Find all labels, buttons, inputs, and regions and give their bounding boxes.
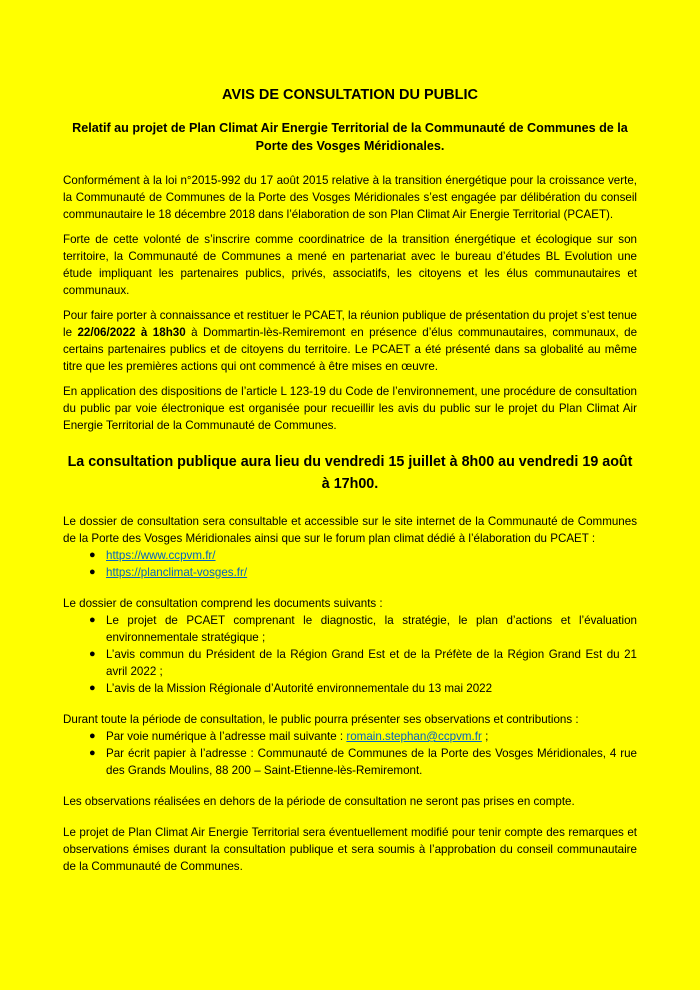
meeting-date: 22/06/2022 à 18h30 bbox=[77, 326, 186, 339]
postal-address-text: Par écrit papier à l’adresse : Communauté de Communes de la Porte des Vosges Méridionales, 4 rue des Grands Moulins, 88 200 – Saint-Etienne-lès-Remiremont. bbox=[106, 747, 637, 777]
page-subtitle: Relatif au projet de Plan Climat Air Energie Territorial de la Communauté de Communes de la Porte des Vosges Méridionales. bbox=[72, 121, 628, 153]
list-item bbox=[63, 612, 637, 646]
link-planclimat-website[interactable]: https://planclimat-vosges.fr/ bbox=[106, 566, 248, 579]
list-item bbox=[63, 728, 637, 745]
list-item-text: L’avis commun du Président de la Région Grand Est et de la Préfète de la Région Grand Est du 21 avril 2022 ; bbox=[106, 648, 637, 678]
list-item bbox=[63, 547, 637, 564]
list-item bbox=[63, 646, 637, 680]
paragraph-partnership: Forte de cette volonté de s’inscrire comme coordinatrice de la transition énergétique et écologique sur son territoire, la Communauté de Communes a mené en partenariat avec le bureau d’études BL Evolution une étude impliquant les partenaires publics, privés, associatifs, les citoyens et les élus communautaires et communaux. bbox=[63, 233, 637, 297]
meeting-text-after: à Dommartin-lès-Remiremont en présence d’élus communautaires, communaux, de certains partenaires publics et de citoyens du territoire. Le PCAET a été présenté dans sa globalité au même titre que les premières actions qui ont commencé à être mises en œuvre. bbox=[63, 326, 638, 373]
dossier-contents-list bbox=[63, 612, 637, 697]
contributions-list bbox=[63, 728, 637, 779]
link-ccpvm-website[interactable]: https://www.ccpvm.fr/ bbox=[106, 549, 216, 562]
bullet-icon: ● bbox=[89, 549, 96, 561]
list-item bbox=[63, 745, 637, 779]
bullet-icon: ● bbox=[89, 682, 96, 694]
list-item-text: Le projet de PCAET comprenant le diagnostic, la stratégie, le plan d’actions et l’évaluation environnementale stratégique ; bbox=[106, 614, 637, 644]
list-item bbox=[63, 680, 637, 697]
paragraph-law: Conformément à la loi n°2015-992 du 17 août 2015 relative à la transition énergétique pour la croissance verte, la Communauté de Communes de la Porte des Vosges Méridionales s’est engagée par délibération du conseil communautaire le 18 décembre 2018 dans l’élaboration de son Plan Climat Air Energie Territorial (PCAET). bbox=[63, 174, 637, 221]
bullet-icon: ● bbox=[89, 614, 96, 626]
list-item-text: L’avis de la Mission Régionale d’Autorité environnementale du 13 mai 2022 bbox=[106, 682, 493, 695]
paragraph-legal-procedure: En application des dispositions de l’article L 123-19 du Code de l’environnement, une procédure de consultation du public par voie électronique est organisée pour recueillir les avis du public sur le projet du Plan Climat Air Energie Territorial de la Communauté de Communes. bbox=[63, 385, 637, 432]
bullet-icon: ● bbox=[89, 747, 96, 759]
consultation-dates-heading: La consultation publique aura lieu du vendredi 15 juillet à 8h00 au vendredi 19 août à 17h00. bbox=[67, 454, 633, 492]
page-title: AVIS DE CONSULTATION DU PUBLIC bbox=[222, 87, 478, 103]
email-text-before: Par voie numérique à l’adresse mail suivante : bbox=[106, 730, 347, 743]
paragraph-public-meeting bbox=[63, 307, 637, 375]
bullet-icon: ● bbox=[89, 648, 96, 660]
bullet-icon: ● bbox=[89, 730, 96, 742]
bullet-icon: ● bbox=[89, 566, 96, 578]
meeting-text-before: Pour faire porter à connaissance et restituer le PCAET, la réunion publique de présentation du projet s’est tenue le bbox=[63, 309, 637, 339]
dossier-contents-intro: Le dossier de consultation comprend les documents suivants : bbox=[63, 597, 383, 610]
email-text-after: ; bbox=[481, 730, 489, 743]
contributions-intro: Durant toute la période de consultation, le public pourra présenter ses observations et contributions : bbox=[63, 713, 579, 726]
website-links-list bbox=[63, 547, 637, 581]
paragraph-outside-period: Les observations réalisées en dehors de la période de consultation ne seront pas prises en compte. bbox=[63, 795, 575, 808]
paragraph-approval: Le projet de Plan Climat Air Energie Territorial sera éventuellement modifié pour tenir compte des remarques et observations émises durant la consultation publique et sera soumis à l’approbation du conseil communautaire de la Communauté de Communes. bbox=[63, 826, 637, 873]
list-item bbox=[63, 564, 637, 581]
email-link[interactable]: romain.stephan@ccpvm.fr bbox=[346, 730, 482, 743]
dossier-access-intro: Le dossier de consultation sera consultable et accessible sur le site internet de la Communauté de Communes de la Porte des Vosges Méridionales ainsi que sur le forum plan climat dédié à l’élaboration du PCAET : bbox=[63, 515, 637, 545]
